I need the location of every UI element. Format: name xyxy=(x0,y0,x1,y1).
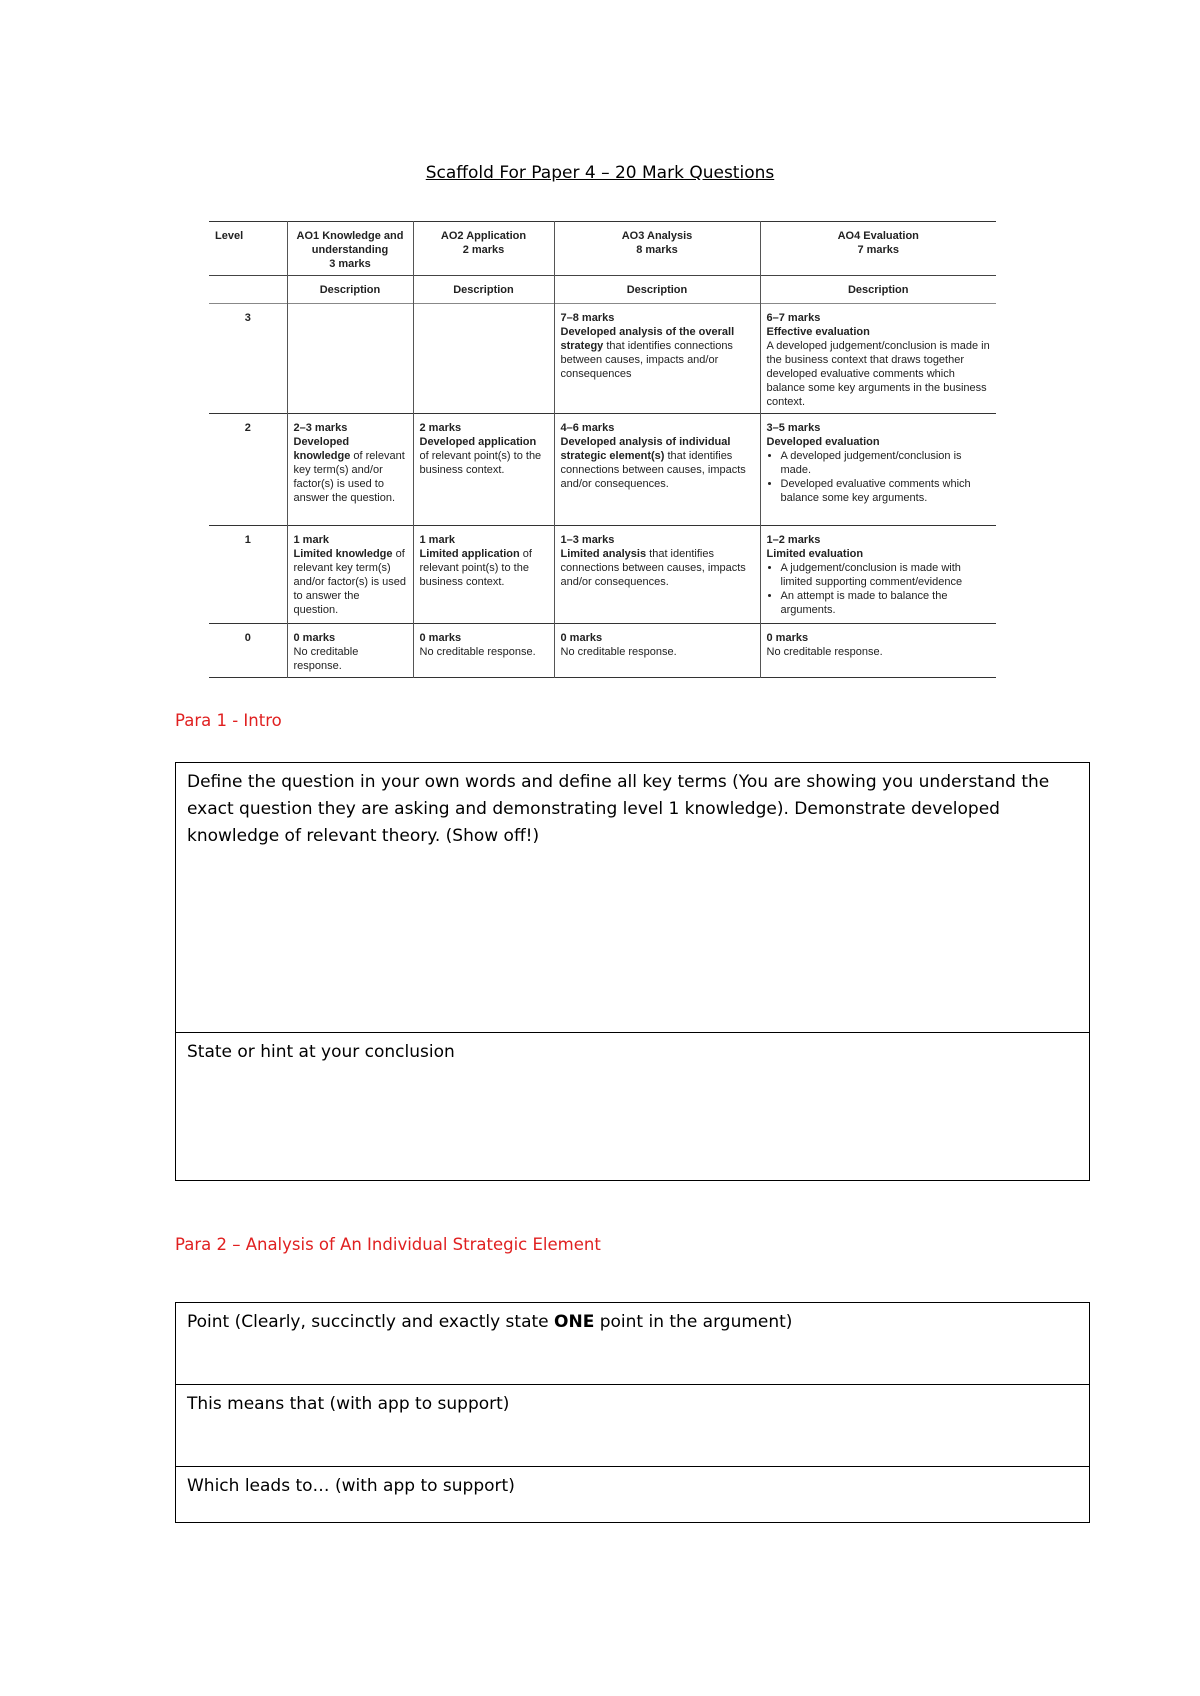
level-2-ao2 xyxy=(413,414,554,526)
bullet-item: • Developed evaluative comments which balance some key arguments. xyxy=(781,477,991,505)
this-means-cell[interactable]: This means that (with app to support) xyxy=(176,1384,1089,1466)
descriptor-text: No creditable response. xyxy=(293,646,359,672)
para-1-box xyxy=(175,762,1090,1181)
point-text: Point (Clearly, succinctly and exactly state xyxy=(187,1312,555,1332)
descriptor-bold: Limited evaluation xyxy=(766,548,864,560)
level-0-row xyxy=(209,624,996,678)
page-title: Scaffold For Paper 4 – 20 Mark Questions xyxy=(425,163,775,183)
ao3-marks: 8 marks xyxy=(636,244,678,256)
level-1-ao1 xyxy=(287,526,413,624)
ao1-marks: 3 marks xyxy=(329,258,371,270)
ao1-title: AO1 Knowledge and understanding xyxy=(296,230,404,256)
marks-label: 6–7 marks xyxy=(766,312,821,324)
level-2-row xyxy=(209,414,996,526)
level-number: 3 xyxy=(244,312,251,324)
descriptor-bold: Developed analysis of the overall strategy xyxy=(560,326,735,352)
level-0-ao4 xyxy=(760,624,996,678)
point-cell[interactable] xyxy=(176,1303,1089,1384)
marks-label: 0 marks xyxy=(560,632,603,644)
level-1-row xyxy=(209,526,996,624)
descriptor-text: No creditable response. xyxy=(766,646,883,658)
bullet-list xyxy=(767,561,991,617)
level-1-ao3 xyxy=(554,526,760,624)
description-label: Description xyxy=(413,276,554,304)
description-row xyxy=(209,276,996,304)
descriptor-bold: Limited application xyxy=(419,548,520,560)
descriptor-bold: Limited analysis xyxy=(560,548,647,560)
point-emphasis: ONE xyxy=(554,1312,595,1332)
marks-label: 3–5 marks xyxy=(766,422,821,434)
description-label: Description xyxy=(760,276,996,304)
descriptor-text: that identifies connections between causes, impacts and/or consequences. xyxy=(560,548,746,588)
marks-label: 4–6 marks xyxy=(560,422,615,434)
level-1-ao2 xyxy=(413,526,554,624)
ao3-header xyxy=(554,222,760,276)
descriptor-bold: Limited knowledge xyxy=(293,548,393,560)
leads-to-cell[interactable]: Which leads to… (with app to support) xyxy=(176,1466,1089,1522)
level-header: Level xyxy=(215,230,244,242)
marks-label: 1 mark xyxy=(293,534,329,546)
empty-cell xyxy=(413,304,554,414)
bullet-item: • A judgement/conclusion is made with limited supporting comment/evidence xyxy=(781,561,991,589)
marks-label: 2–3 marks xyxy=(293,422,348,434)
level-3-row xyxy=(209,304,996,414)
para-2-heading: Para 2 – Analysis of An Individual Strategic Element xyxy=(175,1235,601,1254)
level-3-ao3 xyxy=(554,304,760,414)
ao2-header xyxy=(413,222,554,276)
descriptor-text: No creditable response. xyxy=(560,646,677,658)
bullet-list xyxy=(767,449,991,505)
conclusion-hint-cell[interactable]: State or hint at your conclusion xyxy=(176,1032,1089,1180)
descriptor xyxy=(420,435,548,477)
descriptor-text: No creditable response. xyxy=(419,646,536,658)
marks-label: 2 marks xyxy=(419,422,462,434)
marks-label: 1 mark xyxy=(419,534,455,546)
point-text-end: point in the argument) xyxy=(594,1312,793,1332)
descriptor xyxy=(561,435,754,491)
ao4-title: AO4 Evaluation xyxy=(837,230,919,242)
descriptor-bold: Developed evaluation xyxy=(766,436,880,448)
descriptor-text: of relevant point(s) to the business context. xyxy=(419,450,542,476)
marks-label: 1–3 marks xyxy=(560,534,615,546)
ao1-header xyxy=(287,222,413,276)
description-label: Description xyxy=(554,276,760,304)
descriptor xyxy=(420,547,548,589)
descriptor xyxy=(561,325,754,381)
descriptor-text: that identifies connections between causes, impacts and/or consequences xyxy=(560,340,733,380)
table-header-row xyxy=(209,222,996,276)
descriptor-bold: Effective evaluation xyxy=(766,326,870,338)
level-1-ao4 xyxy=(760,526,996,624)
descriptor-text: of relevant key term(s) and/or factor(s) is used to answer the question. xyxy=(293,548,406,616)
bullet-item: • An attempt is made to balance the arguments. xyxy=(781,589,991,617)
level-2-ao4 xyxy=(760,414,996,526)
level-number: 2 xyxy=(244,422,251,434)
marks-label: 7–8 marks xyxy=(560,312,615,324)
ao4-marks: 7 marks xyxy=(857,244,900,256)
descriptor-text: of relevant point(s) to the business context. xyxy=(419,548,532,588)
descriptor xyxy=(561,547,754,589)
level-2-ao3 xyxy=(554,414,760,526)
intro-definition-cell[interactable]: Define the question in your own words and define all key terms (You are showing you understand the exact question they are asking and demonstrating level 1 knowledge). Demonstrate developed knowledge of relevant theory. (Show off!) xyxy=(187,772,1050,846)
marks-label: 0 marks xyxy=(293,632,336,644)
ao2-marks: 2 marks xyxy=(462,244,505,256)
level-0-ao2 xyxy=(413,624,554,678)
empty-cell xyxy=(287,304,413,414)
descriptor-bold: Developed application xyxy=(419,436,537,448)
descriptor-text: of relevant key term(s) and/or factor(s) is used to answer the question. xyxy=(293,450,405,504)
descriptor-bold: Developed analysis of individual strategic element(s) xyxy=(560,436,731,462)
mark-scheme-table xyxy=(209,221,996,678)
empty-cell xyxy=(209,276,287,304)
ao4-header xyxy=(760,222,996,276)
ao3-title: AO3 Analysis xyxy=(621,230,693,242)
description-label: Description xyxy=(287,276,413,304)
level-3-ao4 xyxy=(760,304,996,414)
marks-label: 0 marks xyxy=(419,632,462,644)
level-0-ao3 xyxy=(554,624,760,678)
ao2-title: AO2 Application xyxy=(440,230,527,242)
marks-label: 0 marks xyxy=(766,632,809,644)
para-2-box xyxy=(175,1302,1090,1523)
descriptor-text: that identifies connections between causes, impacts and/or consequences. xyxy=(560,450,746,490)
descriptor-bold: Developed knowledge xyxy=(293,436,351,462)
level-2-ao1 xyxy=(287,414,413,526)
level-0-ao1 xyxy=(287,624,413,678)
descriptor-text: A developed judgement/conclusion is made in the business context that draws together developed evaluative comments which balance some key arguments in the business context. xyxy=(766,340,990,408)
level-number: 1 xyxy=(244,534,251,546)
bullet-item: • A developed judgement/conclusion is made. xyxy=(781,449,991,477)
para-1-heading: Para 1 - Intro xyxy=(175,711,282,730)
marks-label: 1–2 marks xyxy=(766,534,821,546)
level-number: 0 xyxy=(244,632,251,644)
descriptor xyxy=(294,435,407,505)
descriptor xyxy=(294,547,407,617)
